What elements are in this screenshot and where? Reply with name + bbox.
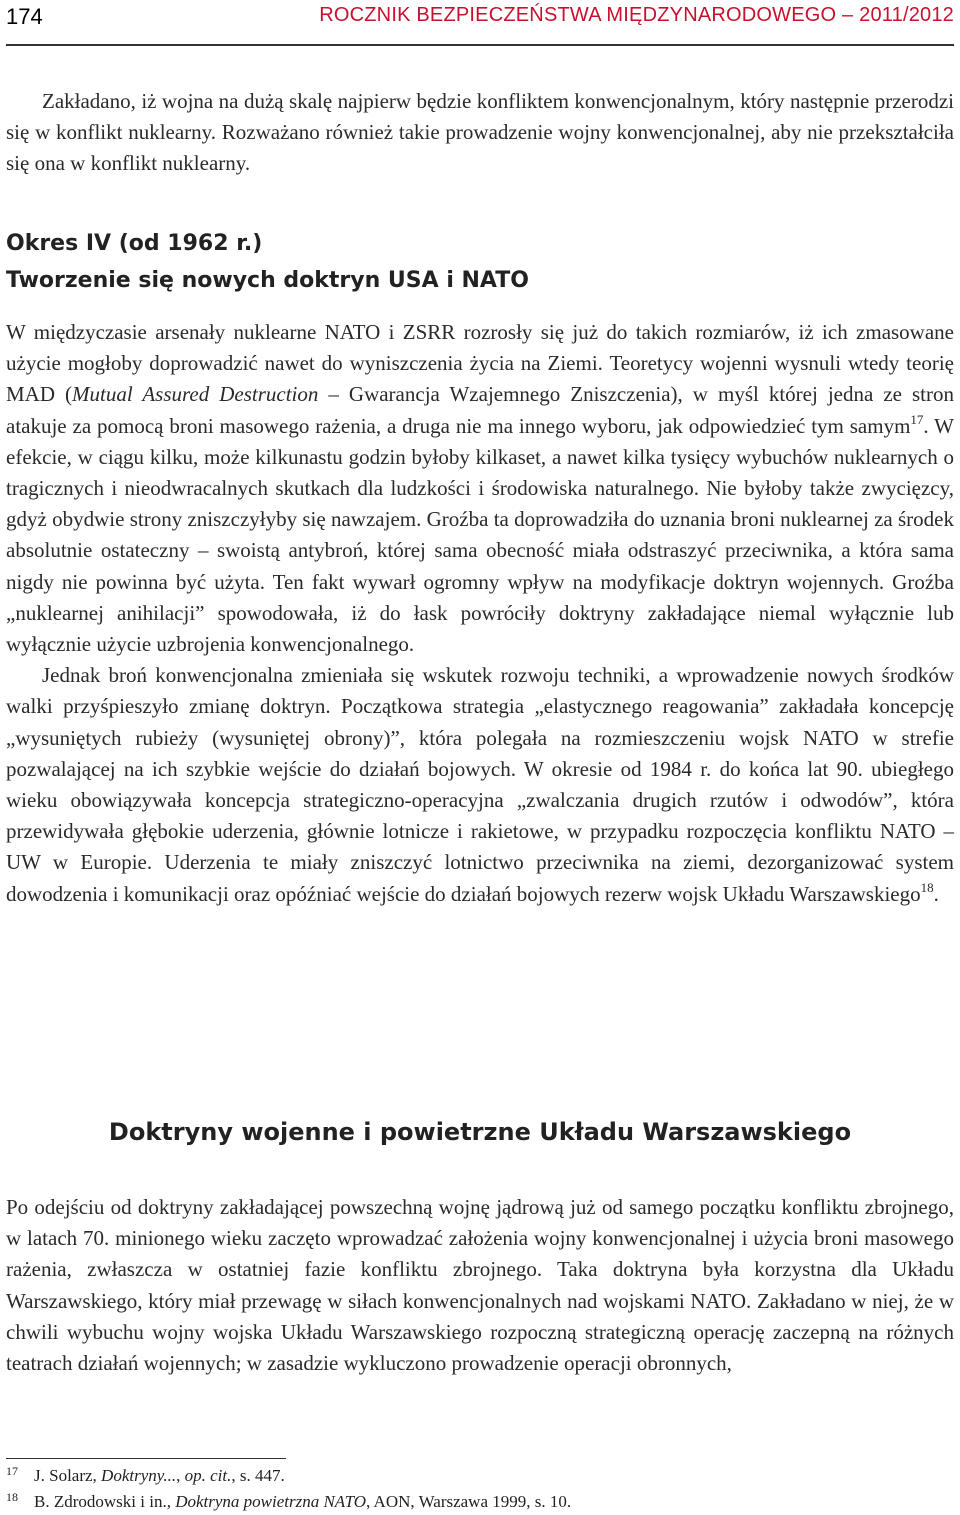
footnote-title: Doktryny... [101, 1466, 177, 1485]
paragraph-2-text [6, 317, 954, 660]
footnote-author: B. Zdrodowski i in., [34, 1492, 176, 1511]
footnote-ref-18[interactable]: 18 [920, 879, 934, 895]
paragraph-3-body: Jednak broń konwencjonalna zmieniała się wskutek rozwoju techniki, a wprowadzenie nowych środków walki przyśpieszyło zmianę doktryn. Początkowa strategia „elastycznego reagowania” zakładała koncepcję „wysuniętych rubieży (wysuniętej obrony)”, która polegała na rozmieszczeniu wojsk NATO w strefie pozwalającej na ich szybkie wejście do działań bojowych. W okresie od 1984 r. do końca lat 90. ubiegłego wieku obowiązywała koncepcja strategiczno-operacyjna „zwalczania drugich rzutów i odwodów”, która przewidywała głębokie uderzenia, głównie lotnicze i rakietowe, w przypadku rozpoczęcia konfliktu NATO – UW w Europie. Uderzenia te miały zniszczyć lotnictwo przeciwnika na ziemi, dezorganizować system dowodzenia i komunikacji oraz opóźniać wejście do działań bojowych rezerw wojsk Układu Warszawskiego [6, 663, 954, 906]
paragraph-3-end: . [933, 881, 939, 906]
footnote-title: Doktryna powietrzna NATO [175, 1492, 366, 1511]
footnote-text [34, 1463, 954, 1489]
footnote-author: J. Solarz, [34, 1466, 102, 1485]
footnote-opcit: op. cit. [184, 1466, 232, 1485]
paragraph-2-part-b: – Gwarancja Wzajemnego Zniszczenia), w myśl której jedna ze stron atakuje za pomocą broni masowego rażenia, a druga nie ma innego wyboru, jak odpowiedzieć tym samym [6, 382, 954, 438]
page-header [6, 0, 954, 40]
running-title: ROCZNIK BEZPIECZEŃSTWA MIĘDZYNARODOWEGO – 2011/2012 [319, 4, 954, 26]
paragraph-2 [6, 317, 954, 910]
footnote-separator: , [176, 1466, 185, 1485]
footnote-details: , AON, Warszawa 1999, s. 10. [366, 1492, 572, 1511]
footnote-text [34, 1489, 954, 1515]
paragraph-4 [6, 1192, 954, 1379]
footnote-rule [6, 1458, 286, 1459]
footnote-ref-17[interactable]: 17 [910, 411, 924, 427]
footnote-number: 18 [6, 1490, 18, 1504]
paragraph-2-part-c: . W efekcie, w ciągu kilku, może kilkunastu godzin byłoby kilkaset, a nawet kilka tysięcy wybuchów nuklearnych o tragicznych i nieodwracalnych skutkach dla ludzkości i środowiska naturalnego. Nie byłoby także zwycięzcy, gdyż obydwie strony zniszczyłyby się nawzajem. Groźba ta doprowadziła do uznania broni nuklearnej za środek absolutnie ostateczny – swoistą antybroń, której sama obecność miała odstraszyć przeciwnika, a która sama nigdy nie powinna być użyta. Ten fakt wywarł ogromny wpływ na modyfikacje doktryn wojennych. Groźba „nuklearnej anihilacji” spowodowała, iż do łask powróciły doktryny zakładające niemal wyłącznie lub wyłącznie użycie uzbrojenia konwencjonalnego. [6, 413, 954, 657]
period-heading: Okres IV (od 1962 r.) [6, 231, 263, 256]
section-heading: Doktryny wojenne i powietrzne Układu Warszawskiego [108, 1118, 852, 1146]
paragraph-2-italic: Mutual Assured Destruction [72, 382, 319, 407]
footnote-17 [6, 1463, 954, 1489]
subsection-heading: Tworzenie się nowych doktryn USA i NATO [6, 268, 529, 293]
paragraph-2-part-a: W międzyczasie arsenały nuklearne NATO i ZSRR rozrosły się już do takich rozmiarów, iż ich zmasowane użycie mogłoby doprowadzić nawet do wyniszczenia życia na Ziemi. Teoretycy wojenni wysnuli wtedy teorię MAD ( [6, 320, 954, 407]
paragraph-4-text: Po odejściu od doktryny zakładającej powszechną wojnę jądrową już od samego początku konfliktu zbrojnego, w latach 70. minionego wieku zaczęto wprowadzać założenia wojny konwencjonalnej i użycia broni masowego rażenia, zwłaszcza w ostatniej fazie konfliktu zbrojnego. Taka doktryna była korzystna dla Układu Warszawskiego, który miał przewagę w siłach konwencjonalnych nad wojskami NATO. Zakładano w niej, że w chwili wybuchu wojny wojska Układu Warszawskiego rozpoczną strategiczną operację zaczepną na różnych teatrach działań wojennych; w zasadzie wykluczono prowadzenie operacji obronnych, [6, 1195, 954, 1376]
paragraph-1-text: Zakładano, iż wojna na dużą skalę najpierw będzie konfliktem konwencjonalnym, który następnie przerodzi się w konflikt nuklearny. Rozważano również takie prowadzenie wojny konwencjonalnej, aby nie przekształciła się ona w konflikt nuklearny. [6, 89, 954, 176]
footnote-18 [6, 1489, 954, 1515]
paragraph-3-text [6, 660, 954, 910]
paragraph-1 [6, 86, 954, 180]
header-rule [6, 44, 954, 46]
footnote-page: , s. 447. [231, 1466, 285, 1485]
footnote-number: 17 [6, 1464, 18, 1478]
footnotes [6, 1463, 954, 1515]
page-number: 174 [6, 4, 43, 29]
